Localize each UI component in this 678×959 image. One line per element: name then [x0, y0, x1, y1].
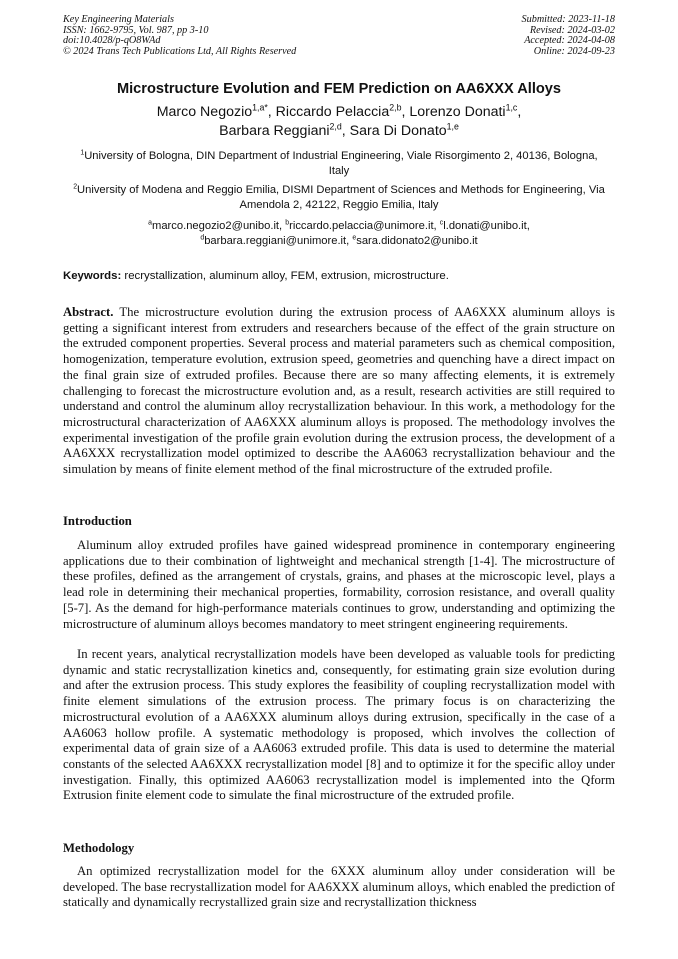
journal-header: [63, 15, 296, 57]
author-list: [60, 103, 618, 141]
author: Marco Negozio$^{1,a*}$,: [156, 102, 276, 120]
online-date: Online: 2024-09-23: [533, 45, 615, 57]
methodology-heading: Methodology: [63, 841, 135, 855]
email: $^e$sara.didonato2@unibo.it: [352, 234, 478, 247]
abstract-text: The microstructure evolution during the extrusion process of AA6XXX aluminum alloys is getting a significant interest from extruders and researchers because of the effect of the grain structure on the extruded component properties. Several process and material parameters such as chemical composition, homogenization, temperature evolution, extrusion speed, geometries and quenching have a direct impact on the final grain size of extruded profiles. Because there are so many affecting elements, it is extremely challenging to forecast the microstructure evolution and, as a result, research activities are still required to understand and control the aluminum alloy recrystallization behaviour. In this work, a methodology for the microstructural characterization of AA6XXX aluminum alloys is proposed. The methodology involves the experimental investigation of the profile grain evolution during the extrusion process, the development of a AA6XXX recrystallization model optimized to describe the AA6063 recrystallization behaviour and the simulation by means of finite element method of the final microstructure of the extruded profile.: [63, 305, 615, 477]
methodology-paragraph-1: An optimized recrystallization model for the 6XXX aluminum alloy under consideration will be developed. The base recrystallization model for AA6XXX aluminum alloys, which enabled the prediction of statically and dynamically recrystallized grain size and recrystallization thickness: [63, 864, 615, 910]
journal-name: Key Engineering Materials: [63, 14, 174, 25]
affiliation-1: $^1$University of Bologna, DIN Department of Industrial Engineering, Viale Risorgimento 2, 40136, Bologna, Italy: [80, 149, 598, 177]
author: Barbara Reggiani$^{2,d}$,: [219, 121, 350, 139]
dates-header: [522, 15, 615, 57]
keywords: [63, 270, 615, 282]
introduction-paragraph-2: In recent years, analytical recrystallization models have been developed as valuable tools for predicting dynamic and static recrystallization kinetics and, consequently, for estimating grain size evolution during and after the extrusion process. This study explores the feasibility of coupling recrystallization model with finite element simulations of the extrusion process. The primary focus is on characterizing the microstructural evolution of a AA6XXX aluminum alloys during extrusion, specifically in the case of a AA6063 hollow profile. A systematic methodology is proposed, which involves the collection of experimental data of grain size of a AA6063 extruded profile. This data is used to determine the material constants of the selected AA6XXX recrystallization model [8] and to optimize it for the specific alloy under investigation. Finally, this optimized AA6063 recrystallization model is implemented into the Qform Extrusion finite element code to simulate the final microstructure of the extruded profile.: [63, 647, 615, 803]
introduction-paragraph-1: Aluminum alloy extruded profiles have gained widespread prominence in contemporary engineering applications due to their combination of lightweight and mechanical strength [1-4]. The microstructure of these profiles, defined as the arrangement of crystals, grains, and phases at the microscopic level, plays a lead role in determining their mechanical properties, formability, corrosion resistance, and overall quality [5-7]. As the demand for high-performance materials continues to grow, understanding and optimizing the microstructure of aluminum alloys becomes mandatory to meet stringent engineering requirements.: [63, 538, 615, 631]
email: $^c$l.donati@unibo.it,: [439, 219, 530, 232]
email-list: [70, 219, 608, 249]
issn: ISSN: 1662-9795, Vol. 987, pp 3-10: [63, 24, 209, 36]
affiliation-2: $^2$University of Modena and Reggio Emilia, DISMI Department of Sciences and Methods for Engineering, Via Amendola 2, 42122, Reggio Emilia, Italy: [73, 183, 605, 211]
author: Riccardo Pelaccia$^{2,b}$,: [275, 102, 410, 120]
abstract: [63, 305, 615, 478]
doi: doi:10.4028/p-qO8WAd: [63, 35, 161, 47]
email: $^a$marco.negozio2@unibo.it,: [148, 219, 286, 232]
keywords-label: Keywords:: [63, 270, 122, 282]
copyright: © 2024 Trans Tech Publications Ltd, All Rights Reserved: [63, 45, 297, 57]
author: Lorenzo Donati$^{1,c}$,: [409, 102, 522, 120]
email: $^d$barbara.reggiani@unimore.it,: [200, 234, 353, 247]
author: Sara Di Donato$^{1,e}$: [349, 121, 459, 139]
keywords-text: recrystallization, aluminum alloy, FEM, extrusion, microstructure.: [124, 270, 449, 282]
abstract-label: Abstract.: [63, 305, 114, 319]
email: $^b$riccardo.pelaccia@unimore.it,: [285, 219, 440, 232]
submitted-date: Submitted: 2023-11-18: [521, 14, 615, 25]
introduction-heading: Introduction: [63, 514, 132, 528]
paper-title: Microstructure Evolution and FEM Prediction on AA6XXX Alloys: [116, 81, 562, 97]
accepted-date: Accepted: 2024-04-08: [524, 35, 615, 47]
revised-date: Revised: 2024-03-02: [529, 24, 615, 36]
